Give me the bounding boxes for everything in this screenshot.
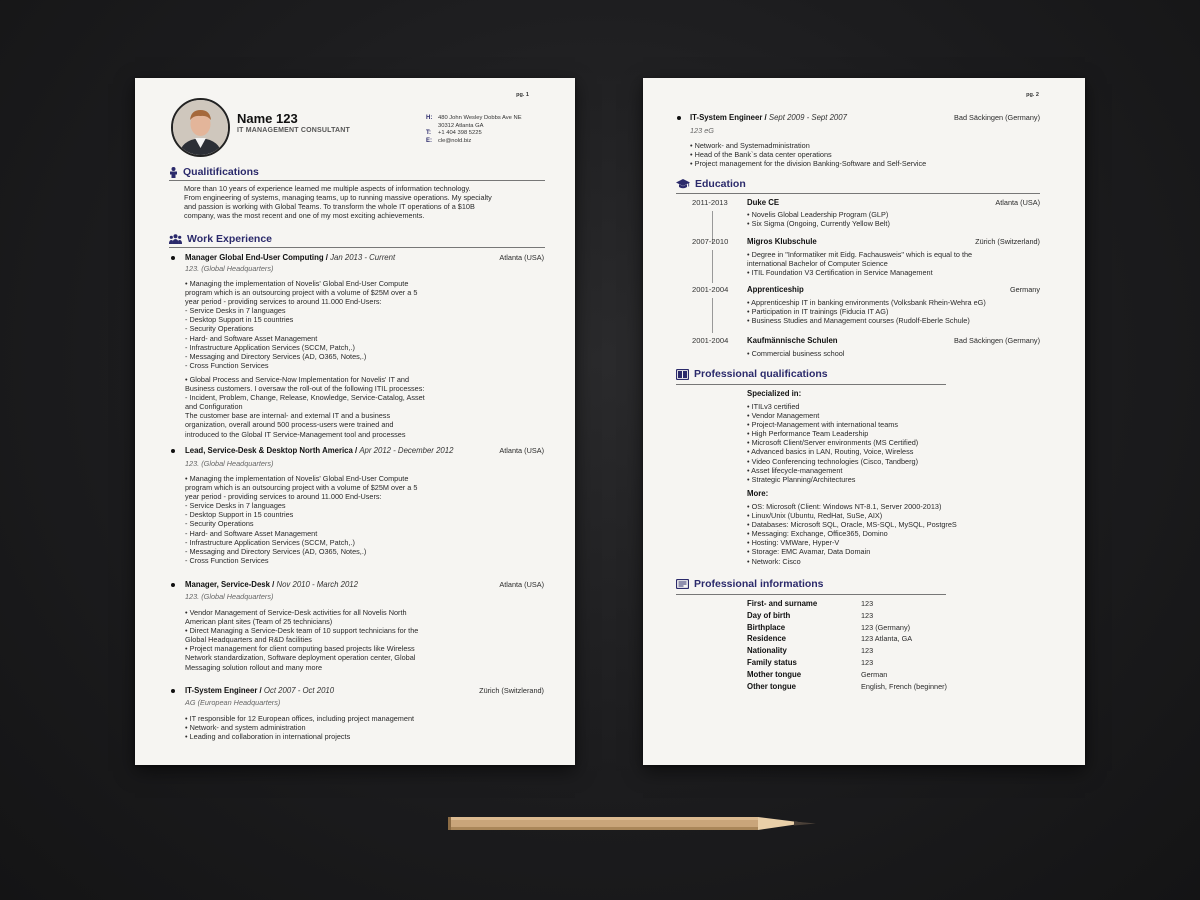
section-divider bbox=[676, 384, 946, 385]
more-list bbox=[747, 502, 957, 566]
info-value: 123 bbox=[861, 610, 874, 620]
job-description bbox=[690, 141, 926, 168]
contact-block bbox=[426, 115, 522, 145]
text-line: international Bachelor of Computer Science bbox=[747, 259, 888, 269]
info-label: Family status bbox=[747, 657, 797, 667]
text-line: • Managing the implementation of Novelis' Global End-User Compute bbox=[185, 474, 409, 483]
job-title: Lead, Service-Desk & Desktop North America bbox=[185, 446, 353, 455]
portrait-icon bbox=[173, 100, 228, 155]
timeline-line bbox=[712, 298, 713, 333]
text-line: • ITIL Foundation V3 Certification in Service Management bbox=[747, 268, 933, 278]
text-line: year period - providing services to around 11.000 End-Users: bbox=[185, 297, 382, 307]
job-description bbox=[185, 279, 425, 439]
contact-address-line2: 30312 Atlanta GA bbox=[438, 122, 484, 129]
job-company: 123 eG bbox=[690, 126, 714, 135]
education-name: Duke CE bbox=[747, 198, 780, 207]
job-separator: / bbox=[272, 580, 275, 589]
info-label: Nationality bbox=[747, 646, 787, 656]
text-line: - Desktop Support in 15 countries bbox=[185, 315, 294, 325]
text-line: introduced to the Global IT Service-Management tool and processes bbox=[185, 429, 406, 439]
info-value: 123 (Germany) bbox=[861, 622, 911, 632]
job-separator: / bbox=[325, 253, 328, 262]
education-location: Germany bbox=[1009, 285, 1040, 294]
info-label: First- and surname bbox=[747, 599, 818, 608]
job-description bbox=[185, 608, 418, 672]
text-line: • Direct Managing a Service-Desk team of 10 support technicians for the bbox=[185, 626, 419, 636]
text-line: year period - providing services to around 11.000 End-Users: bbox=[185, 492, 382, 502]
job-title: Manager, Service-Desk bbox=[185, 580, 270, 589]
job-location: Atlanta (USA) bbox=[499, 580, 544, 589]
text-line: American plant sites (Team of 25 technicians) bbox=[185, 617, 333, 627]
person-icon bbox=[169, 167, 178, 178]
text-line: and Configuration bbox=[185, 402, 243, 412]
table-row bbox=[747, 682, 947, 694]
text-line: • Project management for client computing based projects like Wireless bbox=[185, 644, 415, 654]
text-line: • Network- and Systemadministration bbox=[690, 141, 810, 150]
job-company: 123. (Global Headquarters) bbox=[185, 592, 274, 601]
job-heading bbox=[185, 446, 453, 455]
text-line: • Project management for the division Banking-Software and Self-Service bbox=[690, 159, 927, 169]
text-line: - Security Operations bbox=[185, 519, 254, 529]
job-heading bbox=[185, 686, 334, 695]
text-line: • Global Process and Service-Now Implementation for Novelis' IT and bbox=[185, 374, 410, 384]
education-name: Migros Klubschule bbox=[747, 237, 817, 246]
education-years: 2011-2013 bbox=[692, 198, 728, 207]
text-line: and passion is working with Global Teams. To transform the whole IT operations of a $10B bbox=[184, 202, 475, 212]
info-table bbox=[747, 599, 947, 693]
text-line: • Six Sigma (Ongoing, Currently Yellow Belt) bbox=[747, 219, 890, 229]
text-line: From engineering of systems, managing teams, up to running massive operations. My specialty bbox=[184, 193, 492, 203]
text-line: - Hard- and Software Asset Management bbox=[185, 333, 318, 343]
text-line: - Desktop Support in 15 countries bbox=[185, 510, 294, 520]
job-period: Nov 2010 - March 2012 bbox=[276, 580, 358, 589]
text-line: • Commercial business school bbox=[747, 349, 845, 358]
text-line: Global Headquarters and R&D facilities bbox=[185, 635, 312, 645]
text-line: program which is an outsourcing project with a volume of $25M over a 5 bbox=[185, 483, 418, 493]
table-row bbox=[747, 646, 947, 658]
section-divider bbox=[169, 247, 545, 248]
text-line: - Incident, Problem, Change, Release, Knowledge, Service-Catalog, Asset bbox=[185, 393, 425, 403]
list-item: • Messaging: Exchange, Office365, Domino bbox=[747, 529, 888, 539]
avatar bbox=[171, 98, 230, 157]
job-location: Bad Säckingen (Germany) bbox=[954, 113, 1040, 122]
job-title: IT-System Engineer bbox=[690, 113, 763, 122]
list-item: • Hosting: VMWare, Hyper-V bbox=[747, 538, 840, 548]
contact-label: H: bbox=[426, 115, 433, 121]
job-bullet bbox=[171, 256, 175, 260]
list-item: • ITILv3 certified bbox=[747, 402, 800, 411]
info-label: Residence bbox=[747, 634, 787, 644]
section-education bbox=[676, 178, 746, 190]
text-line: • Participation in IT trainings (Fiducia IT AG) bbox=[747, 307, 889, 317]
list-item: • Video Conferencing technologies (Cisco, Tandberg) bbox=[747, 456, 919, 466]
education-name: Kaufmännische Schulen bbox=[747, 336, 838, 345]
job-period: Oct 2007 - Oct 2010 bbox=[263, 686, 335, 695]
info-label: Mother tongue bbox=[747, 669, 802, 679]
education-years: 2001-2004 bbox=[692, 285, 729, 294]
education-details bbox=[747, 210, 890, 228]
education-location: Zürich (Switzerland) bbox=[975, 237, 1040, 246]
text-line: - Security Operations bbox=[185, 324, 254, 334]
text-line: - Messaging and Directory Services (AD, O365, Notes,.) bbox=[185, 546, 367, 556]
resume-page-2 bbox=[643, 78, 1085, 765]
table-row bbox=[747, 670, 947, 682]
section-professional-qualifications bbox=[676, 368, 828, 380]
info-value: 123 bbox=[861, 599, 874, 608]
text-line: • Vendor Management of Service-Desk activities for all Novelis North bbox=[185, 608, 407, 617]
text-line: • Network- and system administration bbox=[185, 723, 306, 733]
job-period: Apr 2012 - December 2012 bbox=[359, 446, 454, 455]
job-bullet bbox=[171, 583, 175, 587]
section-divider bbox=[676, 594, 946, 595]
text-line: The customer base are internal- and external IT and a business bbox=[185, 411, 391, 421]
text-line: - Service Desks in 7 languages bbox=[185, 306, 286, 316]
text-line: Network standardization, Software deployment operation center, Global bbox=[185, 653, 416, 663]
info-value: 123 bbox=[861, 657, 874, 667]
text-line: • Degree in "Informatiker mit Eidg. Fachausweis" which is equal to the bbox=[747, 250, 973, 259]
job-company: 123. (Global Headquarters) bbox=[185, 459, 274, 468]
education-details bbox=[747, 250, 972, 277]
section-title: Qualitifications bbox=[183, 166, 259, 178]
pencil-icon bbox=[448, 815, 818, 833]
qualifications-text bbox=[184, 184, 492, 220]
book-icon bbox=[676, 369, 689, 380]
text-line: - Service Desks in 7 languages bbox=[185, 501, 286, 511]
text-line: - Messaging and Directory Services (AD, O365, Notes,.) bbox=[185, 351, 367, 361]
info-label: Birthplace bbox=[747, 622, 786, 632]
timeline-line bbox=[712, 250, 713, 283]
text-line: • Novelis Global Leadership Program (GLP) bbox=[747, 210, 889, 219]
job-bullet bbox=[171, 449, 175, 453]
section-divider bbox=[169, 180, 545, 181]
list-item: • Network: Cisco bbox=[747, 556, 801, 566]
list-item: • Vendor Management bbox=[747, 411, 820, 421]
job-location: Atlanta (USA) bbox=[499, 253, 544, 262]
table-row bbox=[747, 599, 947, 611]
list-item: • Asset lifecycle-management bbox=[747, 465, 843, 475]
section-qualifications bbox=[169, 166, 259, 178]
info-label: Day of birth bbox=[747, 610, 791, 620]
section-title: Professional qualifications bbox=[694, 368, 828, 380]
text-line: company, was the most recent and one of my most exciting achievements. bbox=[184, 211, 425, 221]
job-heading bbox=[185, 253, 395, 262]
contact-label: E: bbox=[426, 137, 432, 144]
education-years: 2007-2010 bbox=[692, 237, 729, 246]
contact-address-line1: 480 John Wesley Dobbs Ave NE bbox=[438, 115, 522, 121]
job-heading bbox=[185, 580, 358, 589]
job-period: Jan 2013 - Current bbox=[330, 253, 396, 262]
job-title: IT-System Engineer bbox=[185, 686, 258, 695]
list-item: • High Performance Team Leadership bbox=[747, 429, 869, 439]
contact-phone: +1 404 398 5225 bbox=[438, 130, 482, 137]
list-item: • Advanced basics in LAN, Routing, Voice, Wireless bbox=[747, 447, 914, 457]
text-line: - Cross Function Services bbox=[185, 360, 269, 370]
education-years: 2001-2004 bbox=[692, 336, 729, 345]
page-number: pg. 1 bbox=[516, 92, 529, 98]
info-value: German bbox=[861, 669, 888, 679]
list-item: • Project-Management with international teams bbox=[747, 420, 898, 430]
info-value: 123 Atlanta, GA bbox=[861, 634, 913, 644]
contact-label: T: bbox=[426, 130, 431, 137]
job-company: AG (European Headquarters) bbox=[185, 698, 281, 707]
text-line: • Head of the Bank`s data center operations bbox=[690, 150, 832, 160]
job-bullet bbox=[171, 689, 175, 693]
job-bullet bbox=[677, 116, 681, 120]
job-period: Sept 2009 - Sept 2007 bbox=[768, 113, 847, 122]
list-item: • Databases: Microsoft SQL, Oracle, MS-SQL, MySQL, PostgreS bbox=[747, 520, 957, 530]
table-row bbox=[747, 611, 947, 623]
text-line: program which is an outsourcing project with a volume of $25M over a 5 bbox=[185, 288, 418, 298]
section-title: Professional informations bbox=[694, 578, 824, 590]
text-line: - Infrastructure Application Services (SCCM, Patch,.) bbox=[185, 342, 355, 352]
table-row bbox=[747, 623, 947, 635]
contact-email: cle@nold.biz bbox=[438, 137, 472, 144]
candidate-role: IT MANAGEMENT CONSULTANT bbox=[237, 127, 351, 134]
education-location: Bad Säckingen (Germany) bbox=[954, 336, 1040, 345]
more-label: More: bbox=[747, 489, 769, 498]
list-item: • OS: Microsoft (Client: Windows NT-8.1, Server 2000-2013) bbox=[747, 502, 942, 511]
section-work-experience bbox=[169, 233, 272, 245]
group-icon bbox=[169, 234, 182, 244]
text-line: organization, overall around 500 process-users were trained and bbox=[185, 420, 394, 430]
job-description bbox=[185, 714, 414, 741]
job-separator: / bbox=[259, 686, 262, 695]
job-title: Manager Global End-User Computing bbox=[185, 253, 324, 262]
specialized-label: Specialized in: bbox=[747, 389, 802, 398]
text-line: • Apprenticeship IT in banking environments (Volksbank Rhein-Wehra eG) bbox=[747, 298, 986, 307]
table-row bbox=[747, 634, 947, 646]
list-item: • Linux/Unix (Ubuntu, RedHat, SuSe, AIX) bbox=[747, 511, 883, 521]
education-name: Apprenticeship bbox=[747, 285, 804, 294]
resume-page-1 bbox=[135, 78, 575, 765]
section-professional-informations bbox=[676, 578, 824, 590]
text-line: • Business Studies and Management courses (Rudolf-Eberle Schule) bbox=[747, 316, 970, 326]
section-title: Education bbox=[695, 178, 746, 190]
education-location: Atlanta (USA) bbox=[995, 198, 1040, 207]
section-divider bbox=[676, 193, 1040, 194]
text-line: Business customers. I oversaw the roll-out of the following ITIL processes: bbox=[185, 384, 425, 394]
text-line: • IT responsible for 12 European offices, including project management bbox=[185, 714, 415, 723]
text-line: - Infrastructure Application Services (SCCM, Patch,.) bbox=[185, 537, 355, 547]
candidate-name: Name 123 bbox=[237, 111, 298, 126]
text-line: More than 10 years of experience learned me multiple aspects of information technology. bbox=[184, 184, 471, 193]
text-line: • Leading and collaboration in international projects bbox=[185, 732, 351, 742]
text-line: Messaging solution rollout and many more bbox=[185, 662, 323, 672]
job-separator: / bbox=[764, 113, 767, 122]
table-row bbox=[747, 658, 947, 670]
pencil bbox=[448, 815, 818, 838]
education-details bbox=[747, 349, 844, 358]
job-separator: / bbox=[355, 446, 358, 455]
education-details bbox=[747, 298, 986, 325]
section-title: Work Experience bbox=[187, 233, 273, 245]
job-location: Zürich (Switzlerand) bbox=[479, 686, 544, 695]
page-number: pg. 2 bbox=[1026, 92, 1039, 98]
job-heading bbox=[690, 113, 847, 122]
list-item: • Storage: EMC Avamar, Data Domain bbox=[747, 547, 871, 557]
contact-label bbox=[426, 123, 433, 131]
job-company: 123. (Global Headquarters) bbox=[185, 264, 274, 273]
info-label: Other tongue bbox=[747, 681, 796, 691]
list-item: • Strategic Planning/Architectures bbox=[747, 474, 856, 484]
text-line: - Hard- and Software Asset Management bbox=[185, 528, 318, 538]
document-icon bbox=[676, 579, 689, 589]
graduation-cap-icon bbox=[676, 179, 690, 189]
text-line: • Managing the implementation of Novelis' Global End-User Compute bbox=[185, 279, 409, 288]
list-item: • Microsoft Client/Server environments (MS Certified) bbox=[747, 438, 919, 448]
info-value: 123 bbox=[861, 646, 874, 656]
text-line: - Cross Function Services bbox=[185, 555, 269, 565]
info-value: English, French (beginner) bbox=[861, 681, 947, 691]
job-description bbox=[185, 474, 417, 565]
specialized-list bbox=[747, 402, 918, 484]
job-location: Atlanta (USA) bbox=[499, 446, 544, 455]
